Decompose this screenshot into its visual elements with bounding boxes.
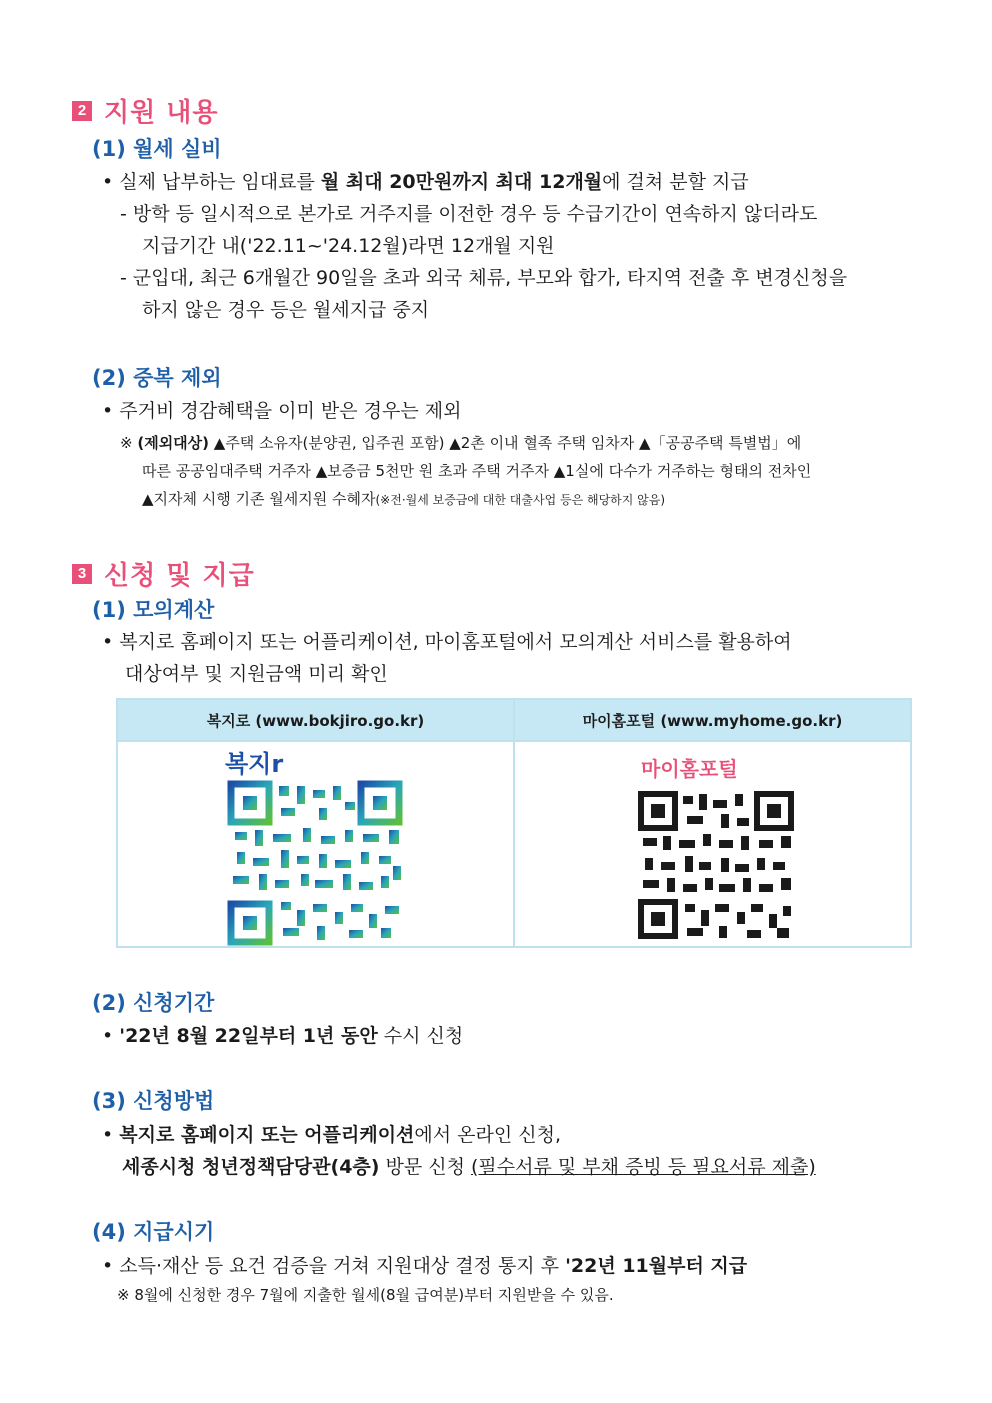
qr-column-myhome: [513, 700, 910, 946]
qr-column-bokjiro: [118, 700, 513, 946]
list-item-cont: 지급기간 내('22.11~'24.12월)라면 12개월 지원: [142, 235, 555, 257]
list-item: • 복지로 홈페이지 또는 어플리케이션, 마이홈포털에서 모의계산 서비스를 활용하여: [102, 631, 792, 653]
note-line: 따른 공공임대주택 거주자 ▲보증금 5천만 원 초과 주택 거주자 ▲1실에 다수가 거주하는 형태의 전차인: [142, 462, 812, 480]
list-item: • 주거비 경감혜택을 이미 받은 경우는 제외: [102, 400, 462, 422]
subheading-exclusion: (2) 중복 제외: [92, 366, 222, 390]
subheading-simulation: (1) 모의계산: [92, 598, 215, 622]
section-3-header: [72, 555, 255, 592]
section-title: 지원 내용: [104, 98, 219, 128]
table-header: 복지로 (www.bokjiro.go.kr): [118, 700, 513, 742]
subheading-timing: (4) 지급시기: [92, 1220, 215, 1244]
qr-table: [116, 698, 912, 948]
section-number: 2: [72, 101, 92, 121]
list-item-cont: 대상여부 및 지원금액 미리 확인: [125, 663, 388, 685]
note-line: ※ 8월에 신청한 경우 7월에 지출한 월세(8월 급여분)부터 지원받을 수 있음.: [117, 1286, 614, 1304]
section-title: 신청 및 지급: [104, 561, 255, 591]
section-2-header: [72, 92, 219, 129]
myhome-logo: 마이홈포털: [641, 757, 738, 781]
section-number: 3: [72, 564, 92, 584]
list-item-cont: 하지 않은 경우 등은 월세지급 중지: [142, 299, 430, 321]
list-item: • 복지로 홈페이지 또는 어플리케이션에서 온라인 신청,: [102, 1124, 562, 1146]
myhome-qr-code[interactable]: [633, 746, 803, 946]
subheading-method: (3) 신청방법: [92, 1089, 215, 1113]
list-item-cont: 세종시청 청년정책담당관(4층) 방문 신청 (필수서류 및 부채 증빙 등 필요서류 제출): [122, 1156, 816, 1178]
bokjiro-logo: 복지r: [225, 750, 284, 778]
bokjiro-qr-code[interactable]: [223, 746, 413, 946]
subheading-rent: (1) 월세 실비: [92, 137, 222, 161]
note-line: ※ (제외대상) ▲주택 소유자(분양권, 입주권 포함) ▲2촌 이내 혈족 주택 임차자 ▲「공공주택 특별법」에: [120, 434, 802, 452]
list-item: • '22년 8월 22일부터 1년 동안 수시 신청: [102, 1025, 464, 1047]
list-item: • 소득·재산 등 요건 검증을 거쳐 지원대상 결정 통지 후 '22년 11월부터 지급: [102, 1255, 748, 1277]
list-item: • 실제 납부하는 임대료를 월 최대 20만원까지 최대 12개월에 걸쳐 분할 지급: [102, 171, 749, 193]
table-header: 마이홈포털 (www.myhome.go.kr): [515, 700, 910, 742]
list-item: - 군입대, 최근 6개월간 90일을 초과 외국 체류, 부모와 합가, 타지역 전출 후 변경신청을: [120, 267, 848, 289]
subheading-period: (2) 신청기간: [92, 991, 215, 1015]
list-item: - 방학 등 일시적으로 본가로 거주지를 이전한 경우 등 수급기간이 연속하지 않더라도: [120, 203, 818, 225]
note-line: ▲지자체 시행 기존 월세지원 수혜자(※전·월세 보증금에 대한 대출사업 등은 해당하지 않음): [142, 490, 666, 508]
